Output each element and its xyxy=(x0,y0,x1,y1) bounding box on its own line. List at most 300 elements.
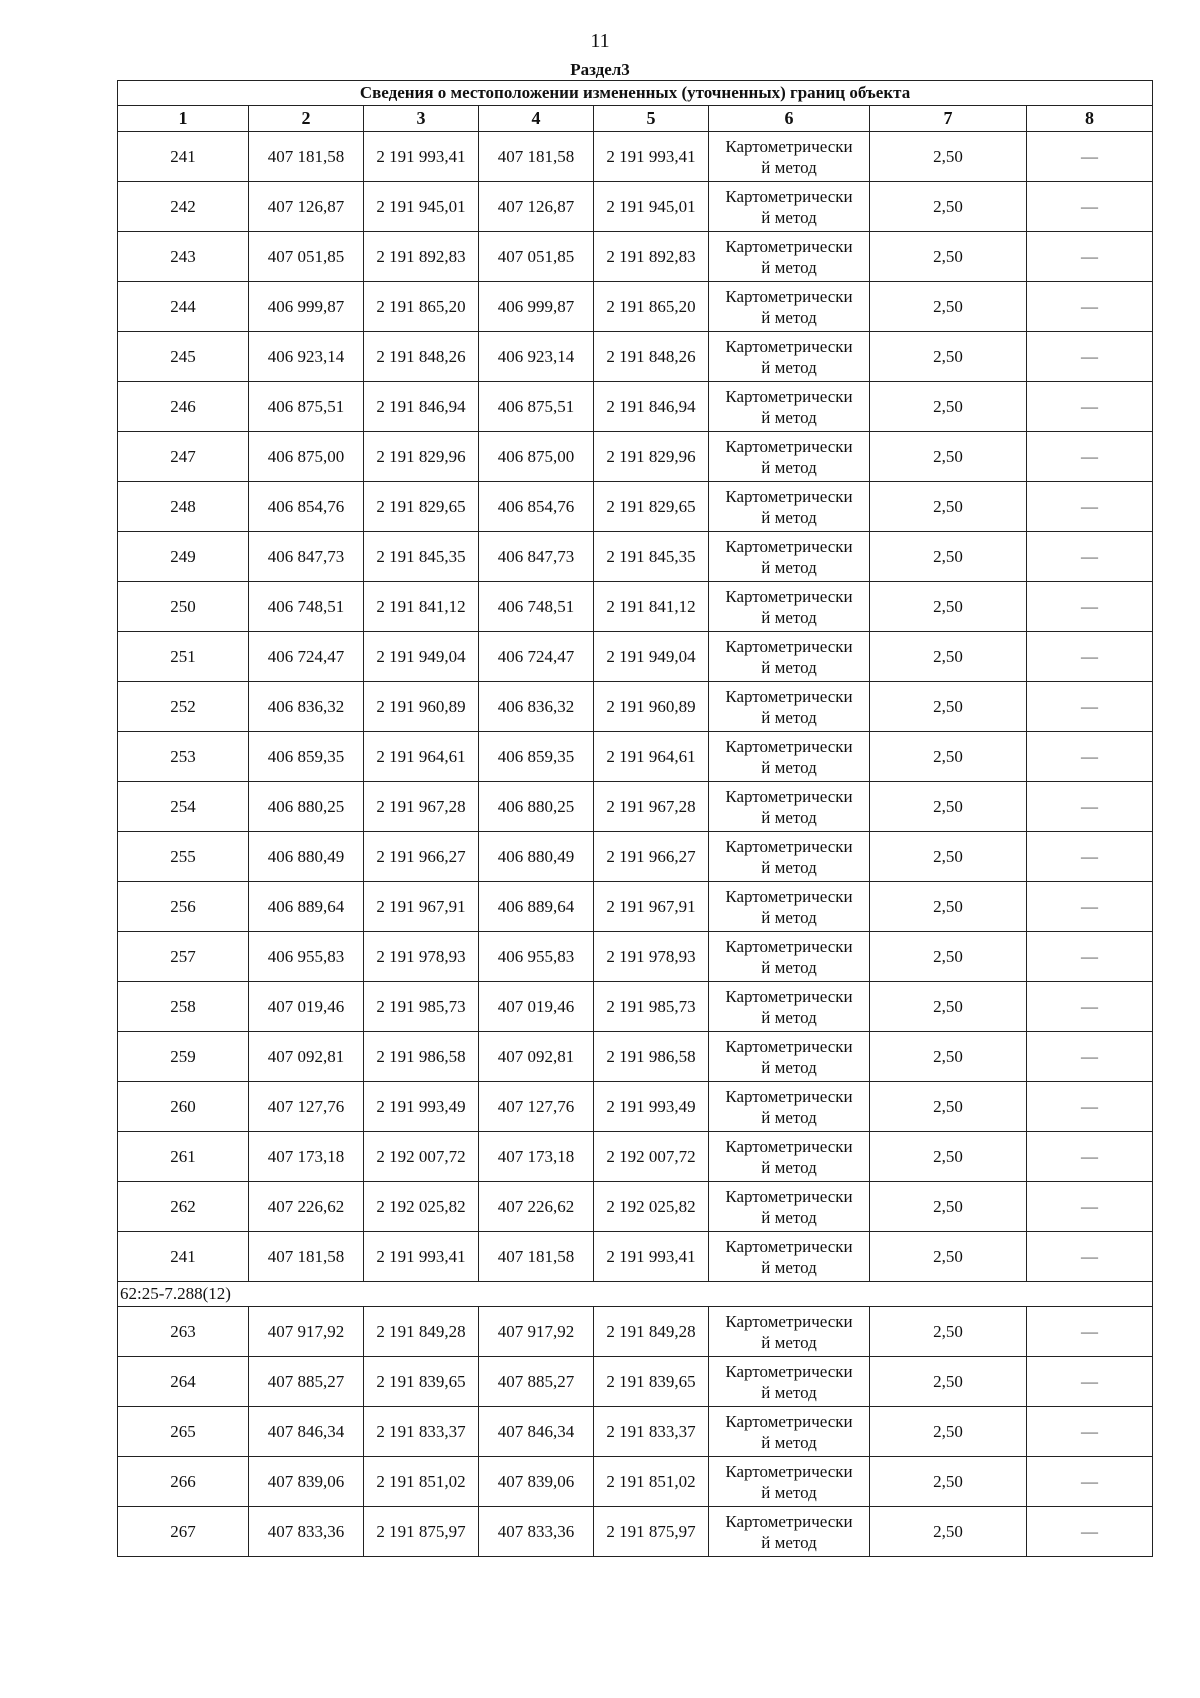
method-line1: Картометрически xyxy=(725,636,853,656)
x-coord-cell: 406 999,87 xyxy=(249,282,364,332)
table-row xyxy=(118,532,1153,582)
accuracy-cell: 2,50 xyxy=(870,1182,1027,1232)
x-coord-cell: 407 833,36 xyxy=(249,1507,364,1557)
x-coord-new-cell: 406 748,51 xyxy=(479,582,594,632)
point-number-cell: 267 xyxy=(118,1507,249,1557)
x-coord-cell: 407 127,76 xyxy=(249,1082,364,1132)
y-coord-cell: 2 191 839,65 xyxy=(364,1357,479,1407)
note-cell: — xyxy=(1027,832,1153,882)
method-line2: й метод xyxy=(761,607,817,627)
point-number-cell: 258 xyxy=(118,982,249,1032)
x-coord-new-cell: 407 051,85 xyxy=(479,232,594,282)
method-line1: Картометрически xyxy=(725,436,853,456)
note-cell: — xyxy=(1027,482,1153,532)
method-line1: Картометрически xyxy=(725,1311,853,1331)
x-coord-new-cell: 406 854,76 xyxy=(479,482,594,532)
table-row xyxy=(118,1032,1153,1082)
method-cell xyxy=(709,1082,870,1132)
x-coord-new-cell: 407 181,58 xyxy=(479,1232,594,1282)
method-line2: й метод xyxy=(761,457,817,477)
method-line1: Картометрически xyxy=(725,1186,853,1206)
col-header: 8 xyxy=(1027,106,1153,132)
point-number-cell: 250 xyxy=(118,582,249,632)
method-cell xyxy=(709,982,870,1032)
table-row xyxy=(118,1357,1153,1407)
table-row xyxy=(118,1307,1153,1357)
accuracy-cell: 2,50 xyxy=(870,432,1027,482)
x-coord-new-cell: 407 092,81 xyxy=(479,1032,594,1082)
x-coord-new-cell: 406 847,73 xyxy=(479,532,594,582)
accuracy-cell: 2,50 xyxy=(870,1357,1027,1407)
accuracy-cell: 2,50 xyxy=(870,1457,1027,1507)
point-number-cell: 254 xyxy=(118,782,249,832)
accuracy-cell: 2,50 xyxy=(870,282,1027,332)
y-coord-cell: 2 191 978,93 xyxy=(364,932,479,982)
y-coord-new-cell: 2 191 829,96 xyxy=(594,432,709,482)
point-number-cell: 247 xyxy=(118,432,249,482)
y-coord-cell: 2 191 966,27 xyxy=(364,832,479,882)
y-coord-new-cell: 2 191 960,89 xyxy=(594,682,709,732)
note-cell: — xyxy=(1027,1457,1153,1507)
x-coord-cell: 406 724,47 xyxy=(249,632,364,682)
y-coord-cell: 2 191 851,02 xyxy=(364,1457,479,1507)
accuracy-cell: 2,50 xyxy=(870,682,1027,732)
method-line1: Картометрически xyxy=(725,886,853,906)
col-header: 4 xyxy=(479,106,594,132)
page-number: 11 xyxy=(590,30,610,52)
y-coord-cell: 2 191 829,65 xyxy=(364,482,479,532)
x-coord-cell: 407 181,58 xyxy=(249,1232,364,1282)
y-coord-new-cell: 2 191 848,26 xyxy=(594,332,709,382)
method-line2: й метод xyxy=(761,507,817,527)
y-coord-new-cell: 2 191 849,28 xyxy=(594,1307,709,1357)
y-coord-new-cell: 2 191 967,28 xyxy=(594,782,709,832)
method-line1: Картометрически xyxy=(725,936,853,956)
table-row xyxy=(118,1407,1153,1457)
x-coord-cell: 406 923,14 xyxy=(249,332,364,382)
note-cell: — xyxy=(1027,1407,1153,1457)
x-coord-cell: 407 885,27 xyxy=(249,1357,364,1407)
accuracy-cell: 2,50 xyxy=(870,382,1027,432)
y-coord-new-cell: 2 191 985,73 xyxy=(594,982,709,1032)
method-cell xyxy=(709,1457,870,1507)
y-coord-new-cell: 2 191 978,93 xyxy=(594,932,709,982)
x-coord-new-cell: 406 889,64 xyxy=(479,882,594,932)
y-coord-cell: 2 191 833,37 xyxy=(364,1407,479,1457)
method-line1: Картометрически xyxy=(725,786,853,806)
x-coord-cell: 407 051,85 xyxy=(249,232,364,282)
method-line2: й метод xyxy=(761,857,817,877)
method-cell xyxy=(709,282,870,332)
accuracy-cell: 2,50 xyxy=(870,1082,1027,1132)
x-coord-new-cell: 406 875,51 xyxy=(479,382,594,432)
method-line1: Картометрически xyxy=(725,836,853,856)
note-cell: — xyxy=(1027,982,1153,1032)
note-cell: — xyxy=(1027,732,1153,782)
y-coord-new-cell: 2 191 967,91 xyxy=(594,882,709,932)
y-coord-new-cell: 2 191 892,83 xyxy=(594,232,709,282)
note-cell: — xyxy=(1027,1357,1153,1407)
table-row xyxy=(118,782,1153,832)
x-coord-cell: 406 854,76 xyxy=(249,482,364,532)
method-line1: Картометрически xyxy=(725,1236,853,1256)
method-line1: Картометрически xyxy=(725,236,853,256)
table-row xyxy=(118,732,1153,782)
method-line1: Картометрически xyxy=(725,986,853,1006)
x-coord-new-cell: 406 836,32 xyxy=(479,682,594,732)
x-coord-cell: 406 875,00 xyxy=(249,432,364,482)
x-coord-cell: 406 889,64 xyxy=(249,882,364,932)
method-line1: Картометрически xyxy=(725,386,853,406)
x-coord-new-cell: 407 019,46 xyxy=(479,982,594,1032)
y-coord-new-cell: 2 191 875,97 xyxy=(594,1507,709,1557)
point-number-cell: 263 xyxy=(118,1307,249,1357)
point-number-cell: 243 xyxy=(118,232,249,282)
y-coord-cell: 2 191 846,94 xyxy=(364,382,479,432)
y-coord-new-cell: 2 192 025,82 xyxy=(594,1182,709,1232)
method-line2: й метод xyxy=(761,1332,817,1352)
method-line2: й метод xyxy=(761,1482,817,1502)
method-cell xyxy=(709,632,870,682)
table-title: Сведения о местоположении измененных (уточненных) границ объекта xyxy=(118,81,1153,106)
method-cell xyxy=(709,532,870,582)
y-coord-new-cell: 2 191 851,02 xyxy=(594,1457,709,1507)
col-header: 2 xyxy=(249,106,364,132)
method-line2: й метод xyxy=(761,1007,817,1027)
x-coord-cell: 406 748,51 xyxy=(249,582,364,632)
accuracy-cell: 2,50 xyxy=(870,532,1027,582)
note-cell: — xyxy=(1027,1507,1153,1557)
y-coord-new-cell: 2 191 841,12 xyxy=(594,582,709,632)
point-number-cell: 264 xyxy=(118,1357,249,1407)
note-cell: — xyxy=(1027,332,1153,382)
y-coord-cell: 2 191 985,73 xyxy=(364,982,479,1032)
note-cell: — xyxy=(1027,132,1153,182)
x-coord-cell: 407 839,06 xyxy=(249,1457,364,1507)
accuracy-cell: 2,50 xyxy=(870,1307,1027,1357)
y-coord-cell: 2 191 960,89 xyxy=(364,682,479,732)
y-coord-new-cell: 2 191 945,01 xyxy=(594,182,709,232)
note-cell: — xyxy=(1027,382,1153,432)
col-header: 5 xyxy=(594,106,709,132)
note-cell: — xyxy=(1027,1307,1153,1357)
accuracy-cell: 2,50 xyxy=(870,1507,1027,1557)
y-coord-new-cell: 2 191 993,41 xyxy=(594,1232,709,1282)
x-coord-cell: 407 846,34 xyxy=(249,1407,364,1457)
point-number-cell: 257 xyxy=(118,932,249,982)
y-coord-cell: 2 191 848,26 xyxy=(364,332,479,382)
point-number-cell: 265 xyxy=(118,1407,249,1457)
note-cell: — xyxy=(1027,232,1153,282)
note-cell: — xyxy=(1027,282,1153,332)
method-cell xyxy=(709,582,870,632)
y-coord-cell: 2 191 945,01 xyxy=(364,182,479,232)
table-row xyxy=(118,1507,1153,1557)
note-cell: — xyxy=(1027,882,1153,932)
method-line2: й метод xyxy=(761,1057,817,1077)
method-line1: Картометрически xyxy=(725,1411,853,1431)
method-line1: Картометрически xyxy=(725,486,853,506)
x-coord-new-cell: 407 846,34 xyxy=(479,1407,594,1457)
y-coord-cell: 2 192 007,72 xyxy=(364,1132,479,1182)
method-line1: Картометрически xyxy=(725,136,853,156)
accuracy-cell: 2,50 xyxy=(870,982,1027,1032)
method-cell xyxy=(709,832,870,882)
y-coord-new-cell: 2 191 833,37 xyxy=(594,1407,709,1457)
method-line2: й метод xyxy=(761,207,817,227)
col-header: 6 xyxy=(709,106,870,132)
method-line2: й метод xyxy=(761,957,817,977)
method-line2: й метод xyxy=(761,1532,817,1552)
method-line1: Картометрически xyxy=(725,1036,853,1056)
table-row xyxy=(118,432,1153,482)
accuracy-cell: 2,50 xyxy=(870,1407,1027,1457)
x-coord-cell: 407 917,92 xyxy=(249,1307,364,1357)
point-number-cell: 266 xyxy=(118,1457,249,1507)
table-row xyxy=(118,282,1153,332)
x-coord-cell: 407 092,81 xyxy=(249,1032,364,1082)
method-cell xyxy=(709,1182,870,1232)
method-line2: й метод xyxy=(761,307,817,327)
point-number-cell: 253 xyxy=(118,732,249,782)
x-coord-new-cell: 406 880,25 xyxy=(479,782,594,832)
accuracy-cell: 2,50 xyxy=(870,132,1027,182)
x-coord-new-cell: 406 875,00 xyxy=(479,432,594,482)
method-cell xyxy=(709,882,870,932)
method-line2: й метод xyxy=(761,1382,817,1402)
method-line2: й метод xyxy=(761,707,817,727)
method-line2: й метод xyxy=(761,1107,817,1127)
note-cell: — xyxy=(1027,432,1153,482)
table-row xyxy=(118,232,1153,282)
y-coord-cell: 2 191 829,96 xyxy=(364,432,479,482)
x-coord-new-cell: 407 917,92 xyxy=(479,1307,594,1357)
y-coord-new-cell: 2 191 993,49 xyxy=(594,1082,709,1132)
x-coord-cell: 406 955,83 xyxy=(249,932,364,982)
accuracy-cell: 2,50 xyxy=(870,182,1027,232)
x-coord-cell: 407 126,87 xyxy=(249,182,364,232)
x-coord-new-cell: 406 859,35 xyxy=(479,732,594,782)
x-coord-new-cell: 407 885,27 xyxy=(479,1357,594,1407)
y-coord-new-cell: 2 191 845,35 xyxy=(594,532,709,582)
x-coord-new-cell: 407 181,58 xyxy=(479,132,594,182)
y-coord-new-cell: 2 192 007,72 xyxy=(594,1132,709,1182)
method-cell xyxy=(709,1507,870,1557)
header-row xyxy=(118,106,1153,132)
method-line1: Картометрически xyxy=(725,1511,853,1531)
method-cell xyxy=(709,482,870,532)
note-cell: — xyxy=(1027,932,1153,982)
table-row xyxy=(118,1082,1153,1132)
x-coord-cell: 406 880,49 xyxy=(249,832,364,882)
table-row xyxy=(118,582,1153,632)
method-cell xyxy=(709,232,870,282)
method-cell xyxy=(709,432,870,482)
method-line1: Картометрически xyxy=(725,186,853,206)
method-line1: Картометрически xyxy=(725,336,853,356)
point-number-cell: 241 xyxy=(118,132,249,182)
accuracy-cell: 2,50 xyxy=(870,482,1027,532)
method-cell xyxy=(709,1032,870,1082)
point-number-cell: 261 xyxy=(118,1132,249,1182)
note-cell: — xyxy=(1027,582,1153,632)
method-line1: Картометрически xyxy=(725,1361,853,1381)
method-line1: Картометрически xyxy=(725,1461,853,1481)
y-coord-new-cell: 2 191 964,61 xyxy=(594,732,709,782)
method-cell xyxy=(709,182,870,232)
method-cell xyxy=(709,782,870,832)
note-cell: — xyxy=(1027,1132,1153,1182)
table-row xyxy=(118,632,1153,682)
y-coord-cell: 2 191 993,49 xyxy=(364,1082,479,1132)
table-row xyxy=(118,382,1153,432)
accuracy-cell: 2,50 xyxy=(870,882,1027,932)
point-number-cell: 259 xyxy=(118,1032,249,1082)
point-number-cell: 246 xyxy=(118,382,249,432)
accuracy-cell: 2,50 xyxy=(870,732,1027,782)
method-line2: й метод xyxy=(761,657,817,677)
y-coord-cell: 2 191 875,97 xyxy=(364,1507,479,1557)
table-row xyxy=(118,1182,1153,1232)
x-coord-new-cell: 407 833,36 xyxy=(479,1507,594,1557)
table-row xyxy=(118,1232,1153,1282)
note-cell: — xyxy=(1027,532,1153,582)
method-cell xyxy=(709,1307,870,1357)
table-row xyxy=(118,482,1153,532)
table-row xyxy=(118,182,1153,232)
accuracy-cell: 2,50 xyxy=(870,632,1027,682)
note-cell: — xyxy=(1027,1032,1153,1082)
accuracy-cell: 2,50 xyxy=(870,1032,1027,1082)
method-cell xyxy=(709,1357,870,1407)
point-number-cell: 242 xyxy=(118,182,249,232)
note-cell: — xyxy=(1027,782,1153,832)
method-line1: Картометрически xyxy=(725,1136,853,1156)
y-coord-cell: 2 191 993,41 xyxy=(364,1232,479,1282)
x-coord-new-cell: 406 724,47 xyxy=(479,632,594,682)
method-cell xyxy=(709,932,870,982)
y-coord-new-cell: 2 191 839,65 xyxy=(594,1357,709,1407)
method-line2: й метод xyxy=(761,1432,817,1452)
x-coord-new-cell: 407 127,76 xyxy=(479,1082,594,1132)
y-coord-cell: 2 191 845,35 xyxy=(364,532,479,582)
x-coord-cell: 406 875,51 xyxy=(249,382,364,432)
y-coord-new-cell: 2 191 993,41 xyxy=(594,132,709,182)
accuracy-cell: 2,50 xyxy=(870,1232,1027,1282)
accuracy-cell: 2,50 xyxy=(870,582,1027,632)
point-number-cell: 262 xyxy=(118,1182,249,1232)
point-number-cell: 260 xyxy=(118,1082,249,1132)
table-row xyxy=(118,932,1153,982)
col-header: 7 xyxy=(870,106,1027,132)
boundary-table xyxy=(117,80,1153,1557)
note-cell: — xyxy=(1027,1232,1153,1282)
method-line2: й метод xyxy=(761,157,817,177)
section-label: Раздел3 xyxy=(570,60,630,79)
point-number-cell: 251 xyxy=(118,632,249,682)
method-cell xyxy=(709,732,870,782)
method-cell xyxy=(709,1232,870,1282)
y-coord-cell: 2 191 849,28 xyxy=(364,1307,479,1357)
point-number-cell: 255 xyxy=(118,832,249,882)
note-cell: — xyxy=(1027,1182,1153,1232)
y-coord-cell: 2 191 993,41 xyxy=(364,132,479,182)
table-row xyxy=(118,132,1153,182)
method-cell xyxy=(709,1132,870,1182)
accuracy-cell: 2,50 xyxy=(870,782,1027,832)
point-number-cell: 252 xyxy=(118,682,249,732)
point-number-cell: 245 xyxy=(118,332,249,382)
table-row xyxy=(118,982,1153,1032)
x-coord-cell: 407 019,46 xyxy=(249,982,364,1032)
x-coord-cell: 407 181,58 xyxy=(249,132,364,182)
table-row xyxy=(118,832,1153,882)
y-coord-cell: 2 191 967,91 xyxy=(364,882,479,932)
method-cell xyxy=(709,382,870,432)
y-coord-cell: 2 191 841,12 xyxy=(364,582,479,632)
y-coord-cell: 2 191 967,28 xyxy=(364,782,479,832)
point-number-cell: 249 xyxy=(118,532,249,582)
accuracy-cell: 2,50 xyxy=(870,832,1027,882)
y-coord-cell: 2 192 025,82 xyxy=(364,1182,479,1232)
point-number-cell: 241 xyxy=(118,1232,249,1282)
table-row xyxy=(118,1457,1153,1507)
x-coord-cell: 406 880,25 xyxy=(249,782,364,832)
method-cell xyxy=(709,332,870,382)
x-coord-cell: 406 847,73 xyxy=(249,532,364,582)
note-cell: — xyxy=(1027,632,1153,682)
method-line1: Картометрически xyxy=(725,1086,853,1106)
x-coord-cell: 406 859,35 xyxy=(249,732,364,782)
y-coord-cell: 2 191 949,04 xyxy=(364,632,479,682)
method-cell xyxy=(709,1407,870,1457)
method-line2: й метод xyxy=(761,757,817,777)
method-line2: й метод xyxy=(761,907,817,927)
group-row xyxy=(118,1282,1153,1307)
y-coord-new-cell: 2 191 829,65 xyxy=(594,482,709,532)
accuracy-cell: 2,50 xyxy=(870,932,1027,982)
method-cell xyxy=(709,682,870,732)
y-coord-new-cell: 2 191 986,58 xyxy=(594,1032,709,1082)
col-header: 1 xyxy=(118,106,249,132)
y-coord-new-cell: 2 191 949,04 xyxy=(594,632,709,682)
point-number-cell: 244 xyxy=(118,282,249,332)
method-cell xyxy=(709,132,870,182)
method-line2: й метод xyxy=(761,557,817,577)
method-line1: Картометрически xyxy=(725,536,853,556)
table-row xyxy=(118,1132,1153,1182)
method-line2: й метод xyxy=(761,1157,817,1177)
y-coord-cell: 2 191 892,83 xyxy=(364,232,479,282)
point-number-cell: 256 xyxy=(118,882,249,932)
accuracy-cell: 2,50 xyxy=(870,232,1027,282)
method-line2: й метод xyxy=(761,407,817,427)
accuracy-cell: 2,50 xyxy=(870,332,1027,382)
x-coord-cell: 407 226,62 xyxy=(249,1182,364,1232)
y-coord-new-cell: 2 191 846,94 xyxy=(594,382,709,432)
y-coord-cell: 2 191 865,20 xyxy=(364,282,479,332)
note-cell: — xyxy=(1027,182,1153,232)
group-label: 62:25-7.288(12) xyxy=(118,1282,1153,1307)
x-coord-new-cell: 406 955,83 xyxy=(479,932,594,982)
method-line2: й метод xyxy=(761,1257,817,1277)
table-row xyxy=(118,882,1153,932)
y-coord-new-cell: 2 191 966,27 xyxy=(594,832,709,882)
table-row xyxy=(118,682,1153,732)
x-coord-new-cell: 407 839,06 xyxy=(479,1457,594,1507)
method-line2: й метод xyxy=(761,357,817,377)
method-line1: Картометрически xyxy=(725,686,853,706)
